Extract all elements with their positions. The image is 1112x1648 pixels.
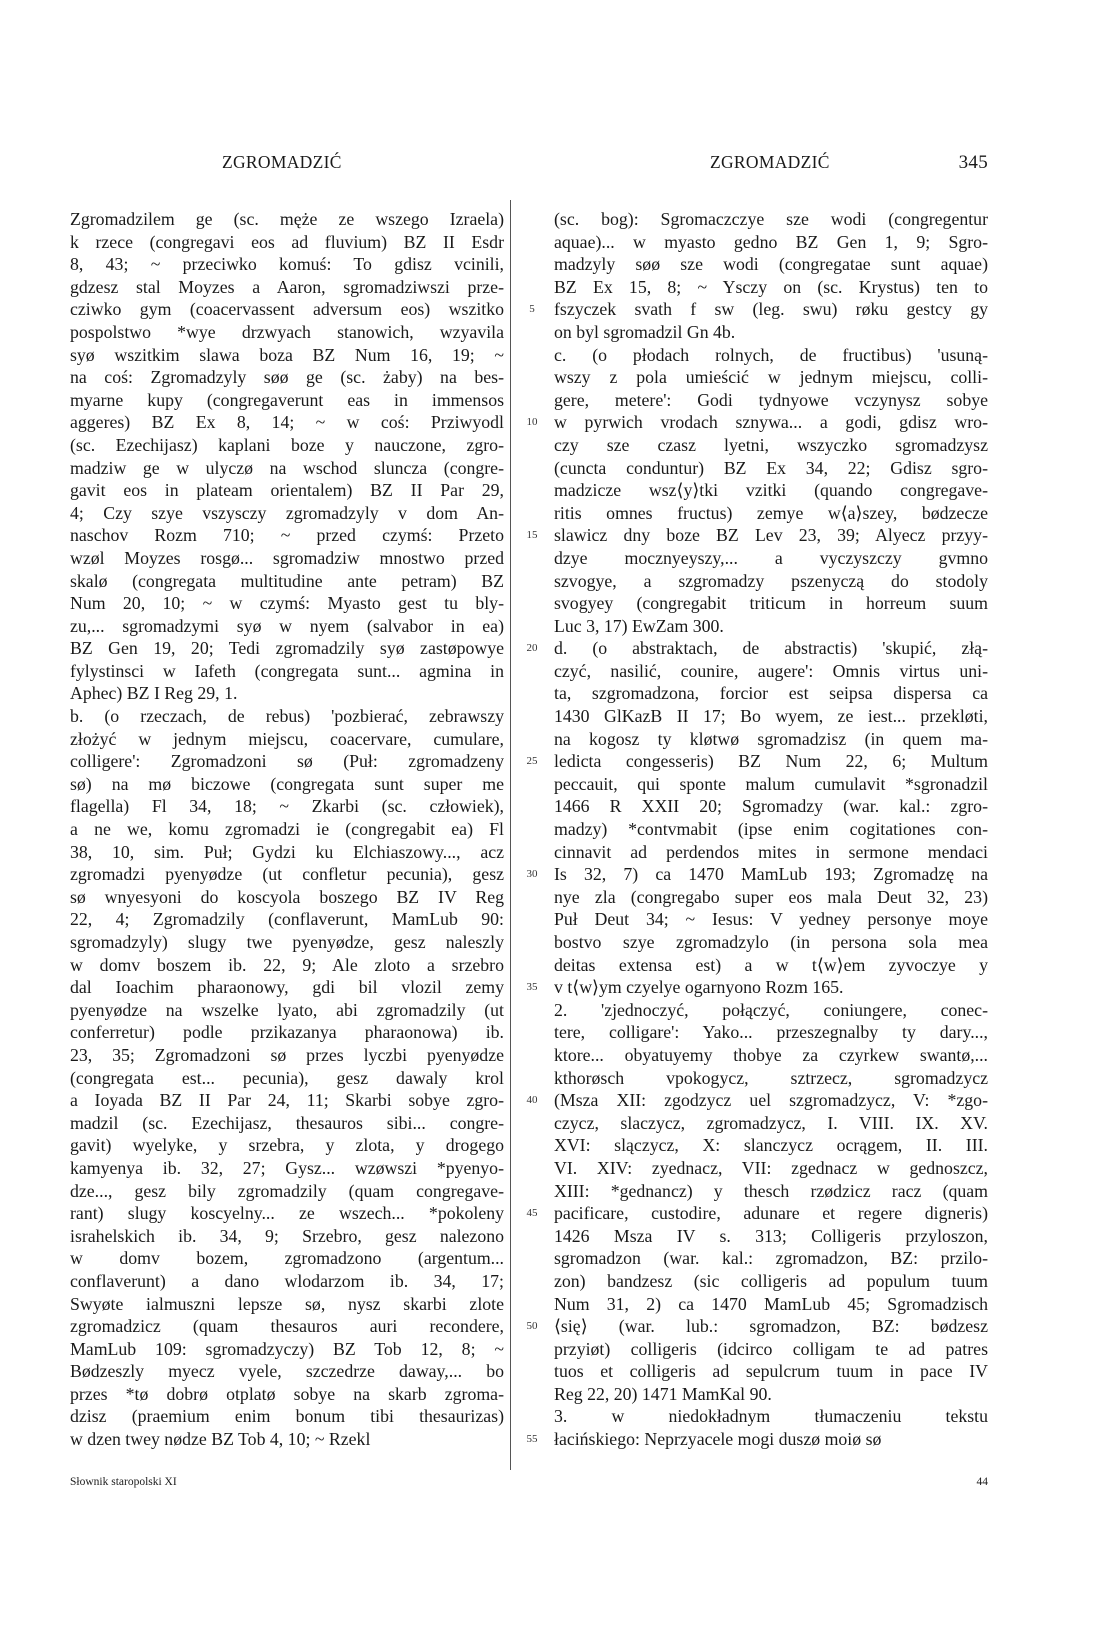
line-number: 50 xyxy=(526,1320,538,1333)
text-line: (sc. Ezechijasz) kaplani boze y nauczone, zgro- xyxy=(70,434,504,455)
text-line: Bødzeszly myecz vyele, szczedrze daway,... bo xyxy=(70,1361,504,1382)
text-line: Is 32, 7) ca 1470 MamLub 193; Zgromadzę na xyxy=(554,864,988,885)
text-line: (sc. bog): Sgromaczczye sze wodi (congregentur xyxy=(554,209,988,229)
text-line: (Msza XII: zgodzycz uel szgromadzycz, V: *zgo- xyxy=(554,1090,988,1111)
text-line: wszy z pola umieścić w jednym miejscu, colli- xyxy=(554,367,988,388)
text-line: (congregata est... pecunia), gesz dawaly krol xyxy=(70,1067,504,1088)
text-line: pyenyødze na wszelke lyato, abi zgromadzily (ut xyxy=(70,999,504,1020)
text-line: deitas extensa est) a w t⟨w⟩em zyvoczye y xyxy=(554,954,988,975)
line-number: 20 xyxy=(526,642,538,655)
line-number: 15 xyxy=(526,529,538,542)
text-line: w domv boszem ib. 22, 9; Ale zloto a srzebro xyxy=(70,954,504,975)
text-line: 8, 43; ~ przeciwko komuś: To gdisz vcinili, xyxy=(70,254,504,275)
text-line: zon) bandzesz (sic colligeris ad populum tuum xyxy=(554,1270,988,1291)
text-line: dze..., gesz bily zgromadzily (quam congregave- xyxy=(70,1180,504,1201)
text-line: myarne kupy (congregaverunt eas in immensos xyxy=(70,389,504,410)
text-line: BZ Ex 15, 8; ~ Ysczy on (sc. Krystus) ten to xyxy=(554,276,988,297)
text-line: aggeres) BZ Ex 8, 14; ~ w coś: Prziwyodl xyxy=(70,412,504,433)
text-line: Num 20, 10; ~ w czymś: Myasto gest tu bly- xyxy=(70,593,504,614)
text-line: gere, metere': Godi tydnyowe vczynysz sobye xyxy=(554,389,988,410)
text-line: ⟨się⟩ (war. lub.: sgromadzon, BZ: bødzesz xyxy=(554,1316,988,1337)
text-line: czycz, slaczycz, zgromadzycz, I. VIII. IX. XV. xyxy=(554,1112,988,1133)
text-line: dzye mocznyeyszy,... a vyczyszczy gvmno xyxy=(554,547,988,568)
text-line: rant) slugy koscyelny... ze wszech... *pokoleny xyxy=(70,1203,504,1224)
left-headword: ZGROMADZIĆ xyxy=(222,152,342,172)
text-line: Zgromadzilem ge (sc. męże ze wszego Izraela) xyxy=(70,209,504,229)
text-line: madzyly søø sze wodi (congregatae sunt aquae) xyxy=(554,254,988,275)
text-line: on byl sgromadzil Gn 4b. xyxy=(554,321,736,342)
text-line: 22, 4; Zgromadzily (conflaverunt, MamLub 90: xyxy=(70,909,504,930)
text-line: sø wnyesyoni do koscyola boszego BZ IV Reg xyxy=(70,886,504,907)
text-line: dal Ioachim pharaonowy, gdi bil vlozil zemy xyxy=(70,977,504,998)
text-line: madzicze wsz⟨y⟩tki vzitki (quando congregave- xyxy=(554,480,988,501)
text-line: sø) na mø biczowe (congregata sunt super me xyxy=(70,773,504,794)
text-line: ta, szgromadzona, forcior est seipsa dispersa ca xyxy=(554,683,988,704)
text-line: 1426 Msza IV s. 313; Colligeris przyloszon, xyxy=(554,1225,988,1246)
column-divider xyxy=(510,200,511,1470)
text-line: 23, 35; Zgromadzoni sø przes lyczbi pyenyødze xyxy=(70,1044,504,1065)
text-line: BZ Gen 19, 20; Tedi zgromadzily syø zastøpowye xyxy=(70,638,504,659)
page-footer xyxy=(70,1476,988,1496)
text-line: 2. 'zjednoczyć, połączyć, coniungere, conec- xyxy=(554,999,988,1020)
text-line: gdzesz stal Moyzes a Aaron, sgromadziwszi prze- xyxy=(70,276,504,297)
text-line: flagella) Fl 34, 18; ~ Zkarbi (sc. człowiek), xyxy=(70,796,504,817)
text-line: madzil (sc. Ezechijasz, thesauros sibi... congre- xyxy=(70,1112,504,1133)
text-line: slawicz dny boze BZ Lev 23, 39; Alyecz przyy- xyxy=(554,525,988,546)
text-line: madziw ge w ulyczø na wschod sluncza (congre- xyxy=(70,457,504,478)
text-line: syø wszitkim slawa boza BZ Num 16, 19; ~ xyxy=(70,344,504,365)
text-line: w domv bozem, zgromadzono (argentum... xyxy=(70,1248,504,1269)
text-line: MamLub 109: sgromadzyczy) BZ Tob 12, 8; ~ xyxy=(70,1338,504,1359)
text-line: svogyey (congregabit triticum in horreum suum xyxy=(554,593,988,614)
line-number: 10 xyxy=(526,416,538,429)
text-line: łacińskiego: Neprzyacele mogi duszø moiø sø xyxy=(554,1429,882,1450)
text-line: tuos et colligeris ad sepulcrum tuum in pace IV xyxy=(554,1361,988,1382)
text-line: VI. XIV: zyednacz, VII: zgednacz w gednoszcz, xyxy=(554,1157,988,1178)
text-line: pacificare, custodire, adunare et regere digneris) xyxy=(554,1203,988,1224)
text-line: cziwko gym (coacervassent adversum eos) wszitko xyxy=(70,299,504,320)
text-line: Swyøte ialmuszni lepsze sø, nysz skarbi zlote xyxy=(70,1293,504,1314)
text-line: przyiøt) colligeris (idcirco colligam te ad patres xyxy=(554,1338,988,1359)
text-line: colligere': Zgromadzoni sø (Puł: zgromadzeny xyxy=(70,751,504,772)
right-headword: ZGROMADZIĆ xyxy=(710,152,830,172)
text-line: c. (o płodach rolnych, de fructibus) 'usuną- xyxy=(554,344,988,365)
text-line: kamyenya ib. 32, 27; Gysz... wzøwszi *pyenyo- xyxy=(70,1157,504,1178)
text-line: złożyć w jednym miejscu, coacervare, cumulare, xyxy=(70,728,504,749)
text-line: aquae)... w myasto gedno BZ Gen 1, 9; Sgro- xyxy=(554,231,988,252)
text-line: sgromadzon (war. kal.: zgromadzon, BZ: przilo- xyxy=(554,1248,988,1269)
text-line: w dzen twey nødze BZ Tob 4, 10; ~ Rzekl xyxy=(70,1429,371,1450)
line-number: 40 xyxy=(526,1094,538,1107)
text-line: sgromadzyly) slugy twe pyenyødze, gesz naleszly xyxy=(70,932,504,952)
line-number: 25 xyxy=(526,755,538,768)
text-line: zgromadzi pyenyødze (ut confletur pecunia), gesz xyxy=(70,864,504,885)
line-number: 45 xyxy=(526,1207,538,1220)
text-line: tere, colligare': Yako... przeszegnalby ty dary..., xyxy=(554,1022,988,1043)
text-line: k rzece (congregavi eos ad fluvium) BZ II Esdr xyxy=(70,231,504,252)
text-line: cinnavit ad perdendos mites in sermone mendaci xyxy=(554,841,988,862)
text-line: Puł Deut 34; ~ Iesus: V yedney personye moye xyxy=(554,909,988,930)
text-line: 3. w niedokładnym tłumaczeniu tekstu xyxy=(554,1406,988,1427)
text-line: naschov Rozm 710; ~ przed czymś: Przeto xyxy=(70,525,504,546)
text-line: kthorøsch vpokogycz, sztrzecz, sgromadzycz xyxy=(554,1067,988,1088)
text-line: 4; Czy szye vszysczy zgromadzyly v dom An- xyxy=(70,502,504,523)
text-line: israhelskich ib. 34, 9; Srzebro, gesz nalezono xyxy=(70,1225,504,1246)
text-line: zgromadzicz (quam thesauros auri recondere, xyxy=(70,1316,504,1337)
text-line: czy sze czasz lyetni, wszyczko sgromadzysz xyxy=(554,434,988,455)
line-number: 55 xyxy=(526,1433,538,1446)
footer-signature: 44 xyxy=(976,1476,988,1488)
text-line: fszyczek svath f sw (leg. swu) røku gestcy gy xyxy=(554,299,988,320)
text-line: dzisz (praemium enim bonum tibi thesaurizas) xyxy=(70,1406,504,1427)
text-line: v t⟨w⟩ym czyelye ogarnyono Rozm 165. xyxy=(554,977,844,998)
text-line: gavit eos in plateam orientalem) BZ II Par 29, xyxy=(70,480,504,501)
text-line: XVI: slączycz, X: slanczycz ocrągem, II. III. xyxy=(554,1135,988,1156)
text-line: nye zla (congregabo super eos mala Deut 32, 23) xyxy=(554,886,988,907)
text-line: ritis omnes fructus) zemye w⟨a⟩szey, bødzecze xyxy=(554,502,988,523)
text-line: (cuncta conduntur) BZ Ex 34, 22; Gdisz sgro- xyxy=(554,457,988,478)
text-line: przes *tø dobrø otplatø sobye na skarb zgroma- xyxy=(70,1383,504,1404)
text-line: szvogye, a szgromadzy pszenyczą do stodoly xyxy=(554,570,988,591)
text-line: d. (o abstraktach, de abstractis) 'skupić, złą- xyxy=(554,638,988,659)
line-number: 5 xyxy=(529,303,535,316)
text-line: Num 31, 2) ca 1470 MamLub 45; Sgromadzisch xyxy=(554,1293,988,1314)
text-line: bostvo szye zgromadzylo (in persona sola mea xyxy=(554,932,988,952)
text-line: XIII: *gednancz) y thesch rzødzicz racz (quam xyxy=(554,1180,988,1201)
right-column xyxy=(554,208,988,1451)
text-line: na coś: Zgromadzyly søø ge (sc. żaby) na bes- xyxy=(70,367,504,388)
text-line: fylystinsci w Iafeth (congregata sunt... agmina in xyxy=(70,660,504,681)
running-header xyxy=(70,152,988,178)
text-line: Aphec) BZ I Reg 29, 1. xyxy=(70,683,238,704)
text-line: ktore... obyatuyemy thobye za czyrkew swantø,... xyxy=(554,1044,988,1065)
text-line: peccauit, qui sponte malum cumulavit *sgronadzil xyxy=(554,773,988,794)
page-number: 345 xyxy=(958,152,988,173)
text-line: conferretur) podle przikazanya pharaonowa) ib. xyxy=(70,1022,504,1043)
text-line: skalø (congregata multitudine ante petram) BZ xyxy=(70,570,504,591)
footer-book-title: Słownik staropolski XI xyxy=(70,1476,177,1488)
text-line: 1430 GlKazB II 17; Bo wyem, ze iest... przekløti, xyxy=(554,706,988,727)
text-line: ledicta congesseris) BZ Num 22, 6; Multum xyxy=(554,751,988,772)
text-line: 1466 R XXII 20; Sgromadzy (war. kal.: zgro- xyxy=(554,796,988,817)
text-line: zu,... sgromadzymi syø w nyem (salvabor in ea) xyxy=(70,615,504,636)
line-number: 30 xyxy=(526,868,538,881)
text-line: gavit) wyelyke, y srzebra, y zlota, y drogego xyxy=(70,1135,504,1156)
text-line: w pyrwich vrodach sznywa... a godi, gdisz wro- xyxy=(554,412,988,433)
text-line: a ne we, komu zgromadzi ie (congregabit ea) Fl xyxy=(70,819,504,840)
text-line: conflaverunt) a dano wlodarzom ib. 34, 17; xyxy=(70,1270,504,1291)
text-line: b. (o rzeczach, de rebus) 'pozbierać, zebrawszy xyxy=(70,706,504,727)
line-number: 35 xyxy=(526,981,538,994)
text-line: Luc 3, 17) EwZam 300. xyxy=(554,615,724,636)
text-line: na kogosz ty kløtwø sgromadzisz (in quem ma- xyxy=(554,728,988,749)
text-line: czyć, nasilić, counire, augere': Omnis virtus uni- xyxy=(554,660,988,681)
text-line: a Ioyada BZ II Par 24, 11; Skarbi sobye zgro- xyxy=(70,1090,504,1111)
text-line: 38, 10, sim. Puł; Gydzi ku Elchiaszowy..., acz xyxy=(70,841,504,862)
text-line: pospolstwo *wye drzwyach stanowich, wzyavila xyxy=(70,321,504,342)
text-line: Reg 22, 20) 1471 MamKal 90. xyxy=(554,1383,772,1404)
text-line: wzøl Moyzes rosgø... sgromadziw mnostwo przed xyxy=(70,547,504,568)
text-line: madzy) *contvmabit (ipse enim cogitationes con- xyxy=(554,819,988,840)
left-column xyxy=(70,208,504,1451)
